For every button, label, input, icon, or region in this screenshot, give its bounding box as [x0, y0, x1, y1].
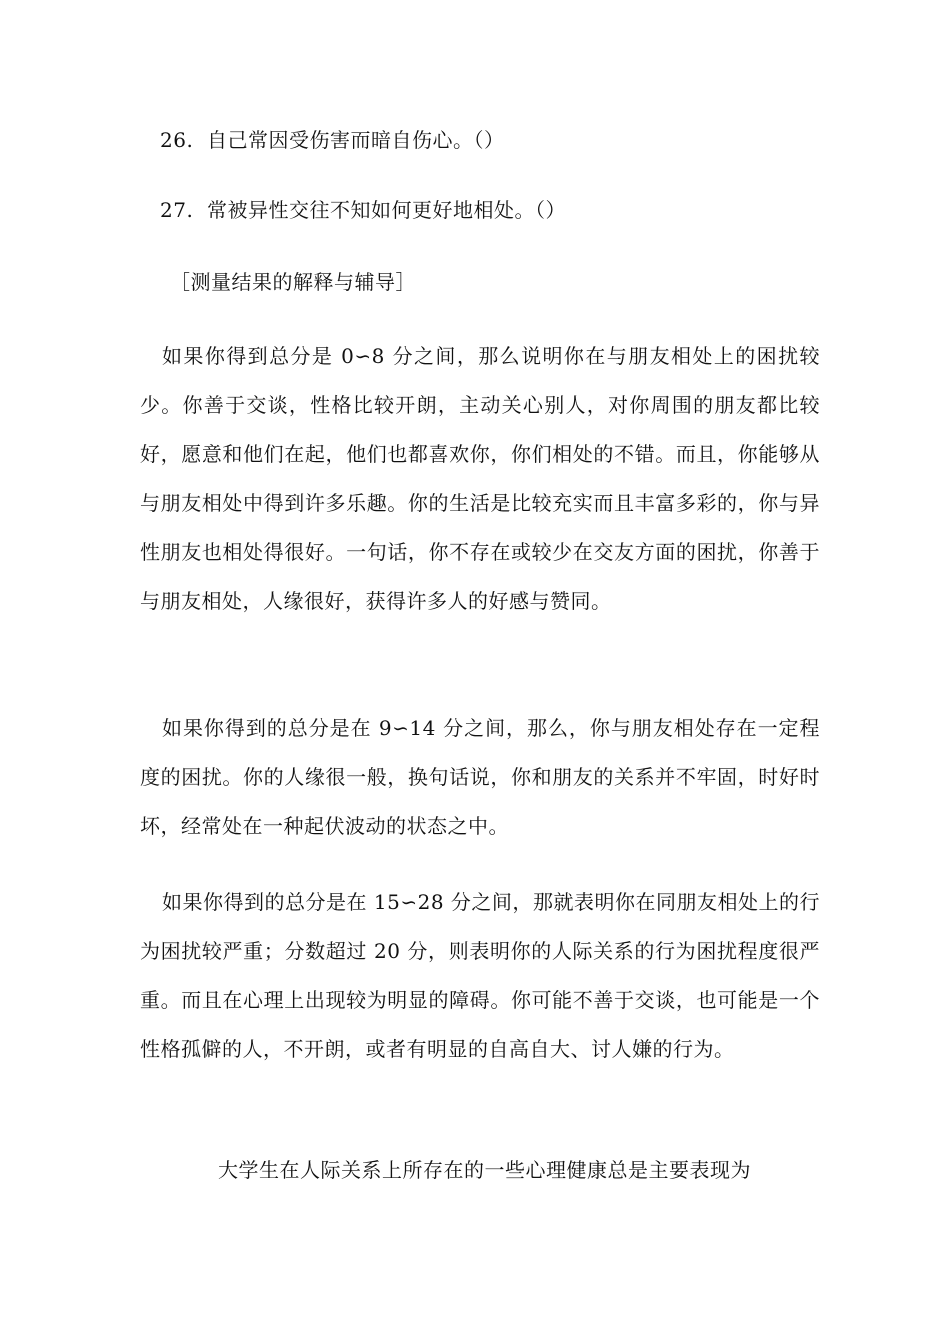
question-number: 26.: [160, 128, 194, 152]
question-number: 27.: [160, 198, 194, 222]
paragraph-medium-score: 如果你得到的总分是在 9∽14 分之间，那么，你与朋友相处存在一定程度的困扰。你的人缘很一般，换句话说，你和朋友的关系并不牢固，时好时坏，经常处在一种起伏波动的状态之中。: [140, 716, 820, 838]
question-26: [160, 116, 840, 165]
paragraph-high-score: 如果你得到的总分是在 15∽28 分之间，那就表明你在同朋友相处上的行为困扰较严重；分数超过 20 分，则表明你的人际关系的行为困扰程度很严重。而且在心理上出现较为明显的障碍。你可能不善于交谈，也可能是一个性格孤僻的人，不开朗，或者有明显的自高自大、讨人嫌的行为。: [140, 890, 820, 1061]
question-text: 常被异性交往不知如何更好地相处。（）: [207, 198, 567, 222]
section-heading: ［测量结果的解释与辅导］: [170, 270, 416, 294]
paragraph-low-score: 如果你得到总分是 0∽8 分之间，那么说明你在与朋友相处上的困扰较少。你善于交谈，性格比较开朗，主动关心别人，对你周围的朋友都比较好，愿意和他们在起，他们也都喜欢你，你们相处的不错。而且，你能够从与朋友相处中得到许多乐趣。你的生活是比较充实而且丰富多彩的，你与异性朋友也相处得很好。一句话，你不存在或较少在交友方面的困扰，你善于与朋友相处，人缘很好，获得许多人的好感与赞同。: [140, 344, 820, 613]
question-27: [160, 186, 840, 235]
question-text: 自己常因受伤害而暗自伤心。（）: [207, 128, 505, 152]
closing-line: 大学生在人际关系上所存在的一些心理健康总是主要表现为: [218, 1158, 751, 1182]
